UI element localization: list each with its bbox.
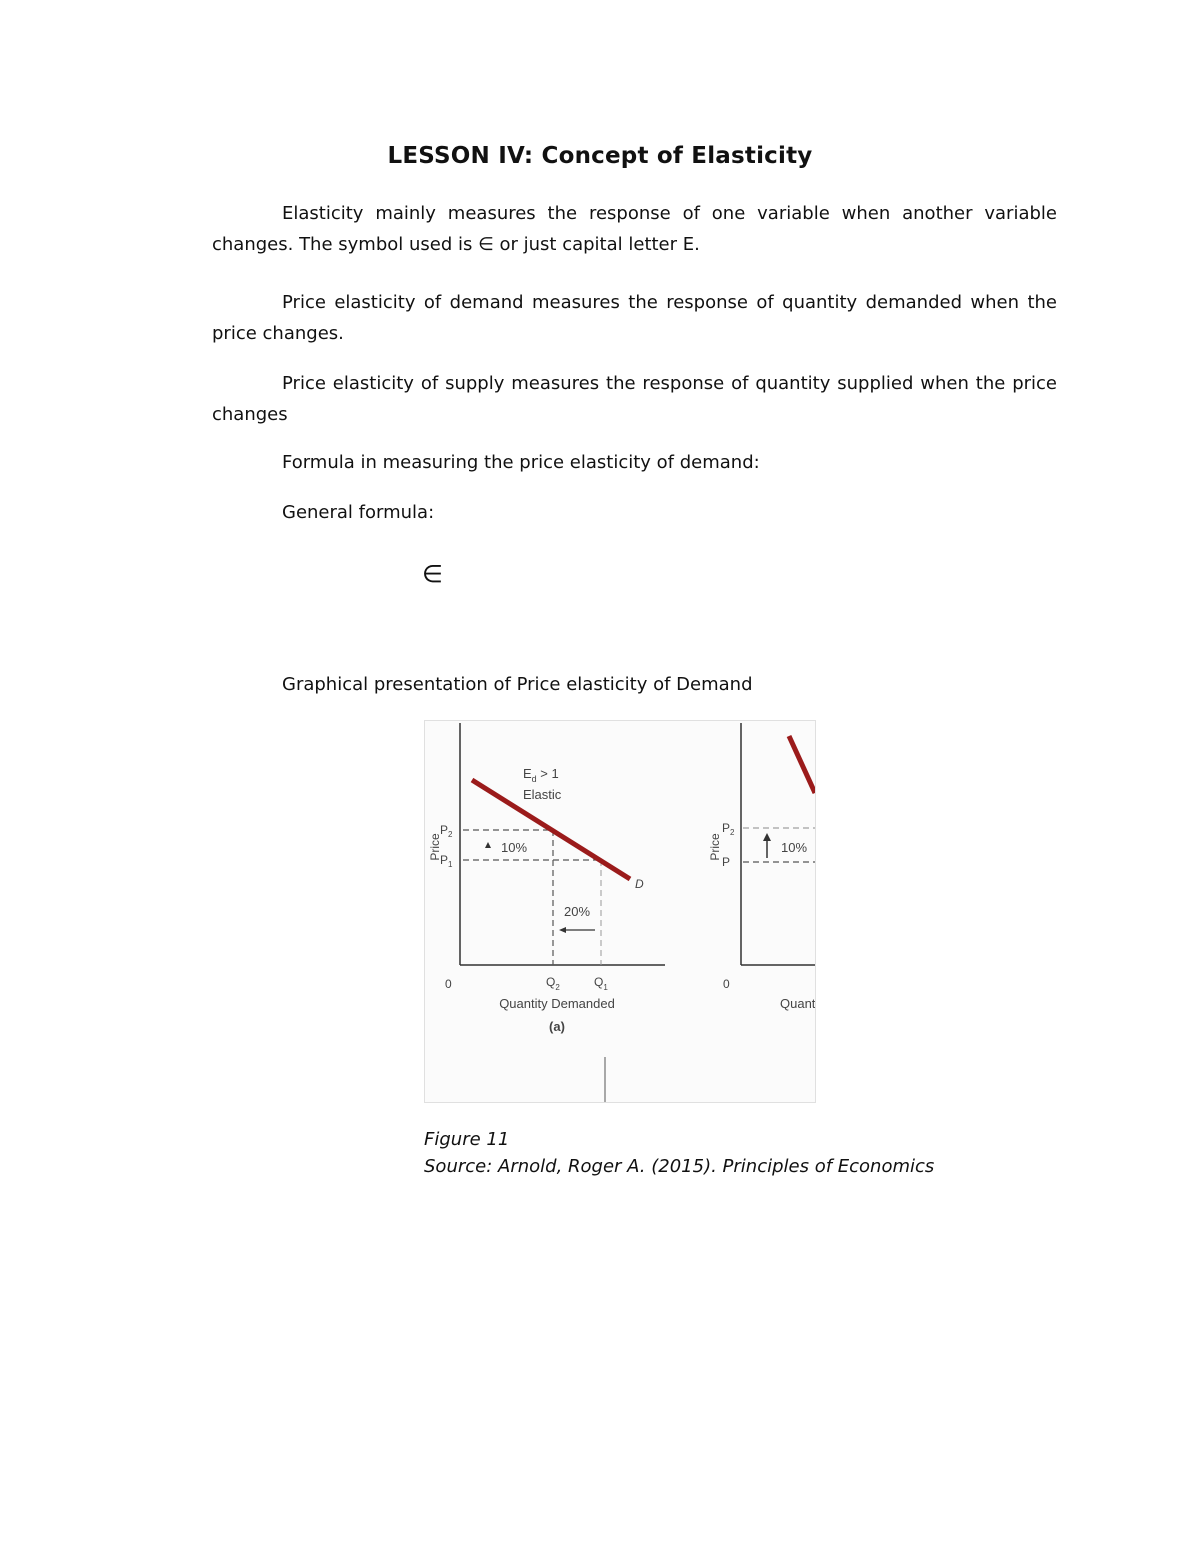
paragraph-price-elasticity-supply: Price elasticity of supply measures the response of quantity supplied when the price changes bbox=[212, 373, 1057, 425]
panel-a-origin-label: 0 bbox=[445, 977, 452, 991]
figure-source: Source: Arnold, Roger A. (2015). Principles of Economics bbox=[424, 1156, 935, 1177]
formula-intro: Formula in measuring the price elasticity of demand: bbox=[282, 452, 760, 473]
panel-a-y-axis-label: Price bbox=[428, 833, 442, 861]
demand-curve-label: D bbox=[635, 877, 644, 891]
quantity-change-label: 20% bbox=[564, 904, 591, 919]
panel-b-price-change-label: 10% bbox=[781, 840, 808, 855]
quantity-left-arrow-head bbox=[559, 927, 566, 933]
price-change-label: 10% bbox=[501, 840, 528, 855]
panel-b-price-up-arrow-head bbox=[763, 833, 771, 841]
elastic-label: Elastic bbox=[523, 787, 562, 802]
panel-a-x-axis-label: Quantity Demanded bbox=[499, 996, 615, 1011]
q1-tick-label: $Q_1$ bbox=[594, 975, 608, 992]
lesson-title: LESSON IV: Concept of Elasticity bbox=[387, 143, 813, 169]
elasticity-figure bbox=[424, 720, 816, 1103]
figure-label: Figure 11 bbox=[424, 1129, 510, 1150]
elasticity-annotation-e: E bbox=[523, 766, 532, 781]
panel-b-demand-curve bbox=[789, 736, 815, 793]
elasticity-annotation bbox=[523, 766, 559, 784]
elasticity-annotation-sub: d bbox=[531, 774, 537, 784]
epsilon-symbol: ∈ bbox=[422, 560, 443, 588]
general-formula-label: General formula: bbox=[282, 502, 435, 523]
graph-heading: Graphical presentation of Price elasticity of Demand bbox=[282, 674, 753, 695]
elasticity-chart-svg bbox=[425, 721, 815, 1102]
p2-tick-label: $P_2$ bbox=[440, 823, 453, 839]
paragraph-elasticity-definition: Elasticity mainly measures the response of one variable when another variable changes. The symbol used is ∈ or just capital letter E. bbox=[212, 203, 1057, 255]
paragraph-price-elasticity-demand: Price elasticity of demand measures the response of quantity demanded when the price changes. bbox=[212, 292, 1057, 344]
panel-b-origin-label: 0 bbox=[723, 977, 730, 991]
panel-b-x-axis-label: Quant bbox=[780, 996, 815, 1011]
p1-tick-label: $P_1$ bbox=[440, 853, 453, 869]
price-up-arrow bbox=[485, 842, 491, 848]
q2-tick-label: $Q_2$ bbox=[546, 975, 560, 992]
panel-a-label: (a) bbox=[549, 1019, 565, 1034]
elasticity-annotation-rest: > 1 bbox=[536, 766, 559, 781]
panel-b-y-axis-label: Price bbox=[708, 833, 722, 861]
panel-b-p2-tick-label: $P_2$ bbox=[722, 821, 735, 837]
panel-b-p1-tick-label: P bbox=[722, 855, 731, 869]
